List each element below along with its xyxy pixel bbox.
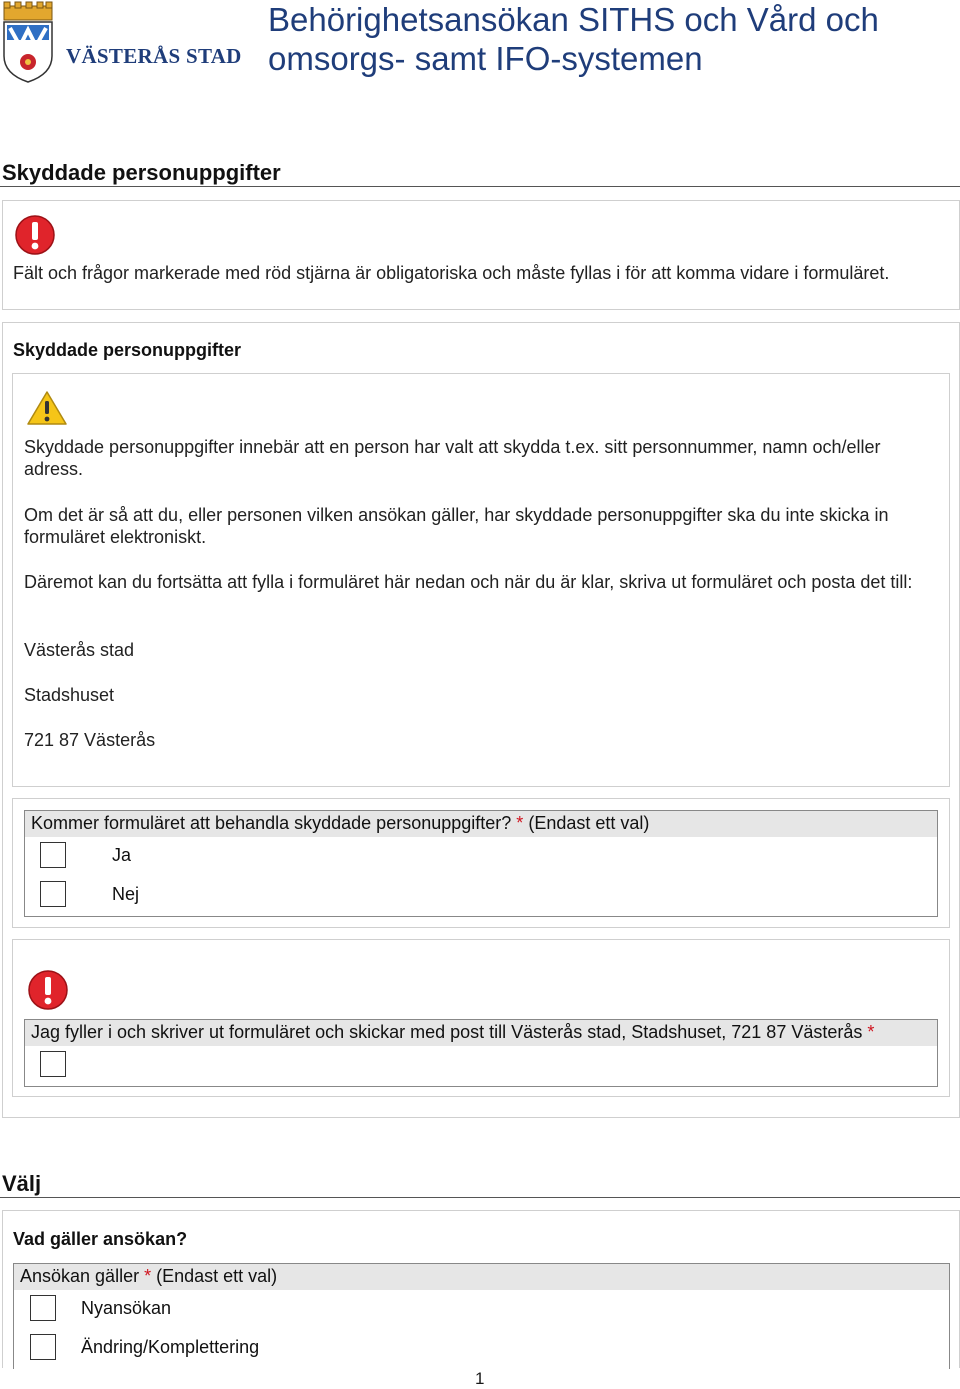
warning-paragraph-1: Skyddade personuppgifter innebär att en person har valt att skydda t.ex. sitt personnummer, namn och/eller adress. (24, 437, 881, 479)
address-line-3: 721 87 Västerås (24, 730, 156, 750)
checkbox-nyansokan[interactable] (30, 1295, 56, 1321)
logo-text: VÄSTERÅS STAD (66, 44, 242, 68)
question-ansokan-text: Ansökan gäller (20, 1266, 140, 1286)
checkbox-nej[interactable] (40, 881, 66, 907)
section-divider (0, 1197, 960, 1198)
question-1-text: Kommer formuläret att behandla skyddade personuppgifter? (31, 813, 512, 833)
option-nyansokan-label: Nyansökan (81, 1298, 172, 1318)
checkbox-ja[interactable] (40, 842, 66, 868)
checkbox-confirm-post[interactable] (40, 1051, 66, 1077)
address-line-1: Västerås stad (24, 640, 135, 660)
panel-subheading: Vad gäller ansökan? (13, 1229, 188, 1249)
valj-panel (2, 1210, 960, 1368)
warning-icon (26, 390, 68, 426)
question-ansokan-label (14, 1264, 949, 1290)
section-heading-skyddade: Skyddade personuppgifter (2, 160, 281, 185)
option-ja-label: Ja (112, 845, 132, 865)
page-number: 1 (475, 1369, 485, 1388)
question-ansokan-note: (Endast ett val) (156, 1266, 278, 1286)
question-1 (24, 810, 938, 917)
address-line-2: Stadshuset (24, 685, 115, 705)
info-box (2, 200, 960, 310)
section-divider (0, 186, 960, 187)
document-title: Behörighetsansökan SITHS och Vård och omsorgs- samt IFO-systemen (268, 1, 879, 77)
panel-subheading: Skyddade personuppgifter (13, 340, 242, 360)
question-2-text: Jag fyller i och skriver ut formuläret och skickar med post till Västerås stad, Stadshuset, 721 87 Västerås (31, 1022, 863, 1042)
section-heading-valj: Välj (2, 1171, 42, 1196)
required-mark: * (516, 813, 524, 833)
checkbox-andring[interactable] (30, 1334, 56, 1360)
alert-icon (26, 969, 70, 1011)
skyddade-panel (2, 322, 960, 1118)
question-box-2 (12, 939, 950, 1097)
required-mark: * (144, 1266, 152, 1286)
required-fields-info: Fält och frågor markerade med röd stjärna är obligatoriska och måste fyllas i för att komma vidare i formuläret. (13, 263, 890, 283)
question-ansokan (13, 1263, 950, 1369)
warning-box (12, 373, 950, 787)
alert-icon (13, 214, 57, 256)
question-1-note: (Endast ett val) (528, 813, 650, 833)
question-2 (24, 1019, 938, 1087)
warning-paragraph-2: Om det är så att du, eller personen vilken ansökan gäller, har skyddade personuppgifter ska du inte skicka in formuläret elektroniskt. (24, 505, 889, 547)
option-nej-label: Nej (112, 884, 140, 904)
vasteras-logo (0, 0, 242, 85)
question-1-label (25, 811, 937, 837)
question-box-1 (12, 798, 950, 928)
question-2-label (25, 1020, 937, 1046)
required-mark: * (867, 1022, 875, 1042)
warning-paragraph-3: Däremot kan du fortsätta att fylla i formuläret här nedan och när du är klar, skriva ut formuläret och posta det till: (24, 572, 913, 592)
option-andring-label: Ändring/Komplettering (81, 1337, 260, 1357)
coat-of-arms-icon (0, 0, 58, 84)
